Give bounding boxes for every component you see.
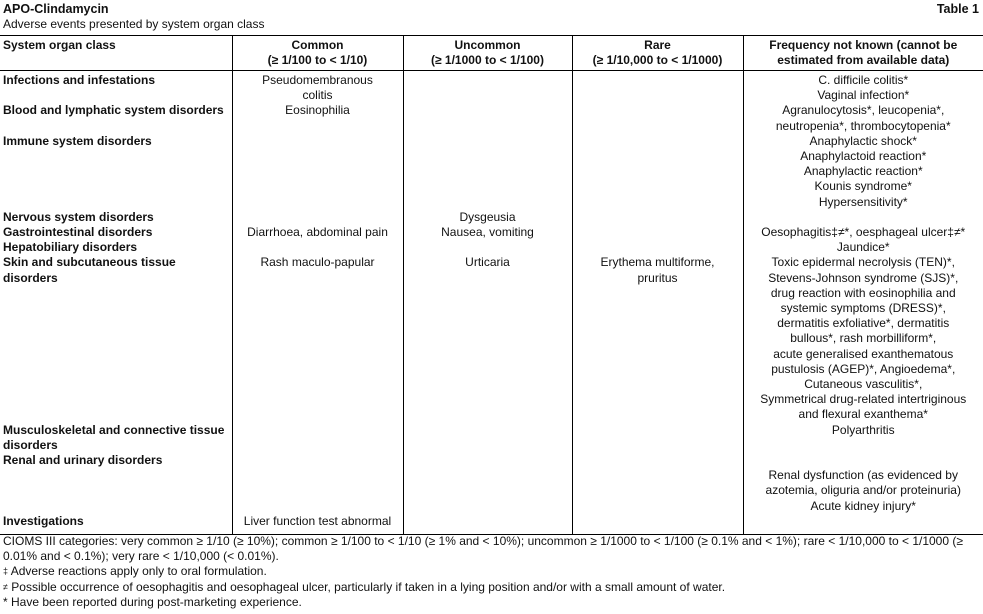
cell-line: Jaundice* — [836, 240, 890, 255]
table-row — [0, 134, 983, 210]
soc-cell — [0, 71, 232, 104]
uncommon-cell — [403, 514, 572, 535]
common-cell — [232, 423, 403, 453]
unknown-cell — [743, 514, 983, 535]
cell-line: Erythema multiforme, — [600, 255, 715, 270]
cell-line: drug reaction with eosinophilia and — [770, 285, 956, 300]
adverse-events-table — [0, 35, 983, 535]
cell-line: Stevens-Johnson syndrome (SJS)*, — [768, 270, 959, 285]
cell-line: Cutaneous vasculitis*, — [804, 377, 923, 392]
cell-line: Urticaria — [465, 255, 510, 270]
soc-cell — [0, 103, 232, 133]
cell-line: Hepatobiliary disorders — [3, 240, 138, 255]
cell-line: colitis — [302, 88, 333, 103]
soc-cell — [0, 453, 232, 514]
uncommon-cell — [403, 255, 572, 422]
cell-line: Nervous system disorders — [3, 209, 154, 224]
footnote-oesophagitis: ≠ Possible occurrence of oesophagitis and oesophageal ulcer, particularly if taken in a lying position and/or with a small amount of water. — [3, 579, 726, 594]
unknown-cell — [743, 103, 983, 133]
column-header-unknown: Frequency not known (cannot be estimated from available data) — [743, 36, 983, 71]
table-row — [0, 210, 983, 225]
soc-cell — [0, 240, 232, 255]
soc-cell — [0, 210, 232, 225]
cell-line: neutropenia*, thrombocytopenia* — [775, 118, 951, 133]
column-header-rare: Rare (≥ 1/10,000 to < 1/1000) — [572, 36, 743, 71]
cell-line: pustulosis (AGEP)*, Angioedema*, — [771, 361, 956, 376]
table-row — [0, 240, 983, 255]
cell-line: Renal dysfunction (as evidenced by — [768, 468, 958, 483]
footnotes — [3, 534, 978, 610]
not-equal-symbol: ≠ — [3, 581, 8, 592]
cell-line: Investigations — [3, 513, 84, 528]
common-cell — [232, 134, 403, 210]
cell-line: and flexural exanthema* — [798, 407, 928, 422]
soc-cell — [0, 423, 232, 453]
document-title: APO-Clindamycin — [3, 2, 109, 16]
uncommon-cell — [403, 225, 572, 240]
rare-cell — [572, 255, 743, 422]
cell-line: Gastrointestinal disorders — [3, 225, 153, 240]
cell-line: Eosinophilia — [285, 103, 350, 118]
uncommon-cell — [403, 423, 572, 453]
cell-line: dermatitis exfoliative*, dermatitis — [777, 316, 950, 331]
common-cell — [232, 255, 403, 422]
cell-line: Kounis syndrome* — [814, 179, 912, 194]
double-dagger-symbol: ‡ — [3, 566, 9, 577]
soc-cell — [0, 514, 232, 535]
unknown-cell — [743, 240, 983, 255]
soc-cell — [0, 134, 232, 210]
uncommon-cell — [403, 210, 572, 225]
rare-cell — [572, 240, 743, 255]
common-cell — [232, 514, 403, 535]
unknown-cell — [743, 255, 983, 422]
table-row — [0, 255, 983, 422]
title-row — [3, 2, 979, 18]
cell-line: pruritus — [637, 270, 678, 285]
cell-line: bullous*, rash morbilliform*, — [790, 331, 937, 346]
common-cell — [232, 71, 403, 104]
cell-line: C. difficile colitis* — [818, 73, 909, 87]
cell-line: Liver function test abnormal — [243, 513, 392, 528]
cell-line: Oesophagitis‡≠*, oesphageal ulcer‡≠* — [761, 225, 966, 240]
cell-line: disorders — [3, 270, 58, 285]
uncommon-cell — [403, 240, 572, 255]
cell-line: Blood and lymphatic system disorders — [3, 103, 224, 118]
common-cell — [232, 103, 403, 133]
cell-line: acute generalised exanthematous — [773, 346, 954, 361]
rare-cell — [572, 423, 743, 453]
table-header-row — [0, 36, 983, 71]
column-header-uncommon: Uncommon (≥ 1/1000 to < 1/100) — [403, 36, 572, 71]
common-cell — [232, 240, 403, 255]
cell-line: Symmetrical drug-related intertriginous — [760, 392, 967, 407]
cell-line: Nausea, vomiting — [441, 225, 534, 240]
asterisk-symbol: * — [3, 594, 8, 609]
cell-line: disorders — [3, 437, 58, 452]
unknown-cell — [743, 453, 983, 514]
cell-line: Infections and infestations — [3, 73, 156, 87]
common-cell — [232, 453, 403, 514]
table-row — [0, 225, 983, 240]
cell-line: Rash maculo-papular — [260, 255, 375, 270]
table-row — [0, 514, 983, 535]
cell-line: azotemia, oliguria and/or proteinuria) — [765, 483, 961, 498]
table-row — [0, 71, 983, 104]
uncommon-cell — [403, 71, 572, 104]
cell-line: Immune system disorders — [3, 133, 152, 148]
cell-line: Acute kidney injury* — [810, 498, 916, 513]
common-cell — [232, 210, 403, 225]
table-row — [0, 423, 983, 453]
rare-cell — [572, 134, 743, 210]
cell-line: Pseudomembranous — [262, 73, 373, 87]
table-subtitle: Adverse events presented by system organ class — [3, 17, 265, 31]
cell-line: Anaphylactic reaction* — [803, 164, 923, 179]
soc-cell — [0, 255, 232, 422]
unknown-cell — [743, 423, 983, 453]
rare-cell — [572, 71, 743, 104]
rare-cell — [572, 225, 743, 240]
cell-line: Dysgeusia — [459, 209, 516, 224]
cell-line: Renal and urinary disorders — [3, 453, 163, 468]
cell-line: Agranulocytosis*, leucopenia*, — [782, 103, 945, 118]
unknown-cell — [743, 210, 983, 225]
unknown-cell — [743, 134, 983, 210]
table-row — [0, 453, 983, 514]
table-body — [0, 71, 983, 535]
unknown-cell — [743, 225, 983, 240]
soc-cell — [0, 225, 232, 240]
footnote-post-marketing: * Have been reported during post-marketing experience. — [3, 594, 302, 609]
cell-line: Anaphylactic shock* — [809, 133, 917, 148]
cell-line: Polyarthritis — [831, 422, 895, 437]
cell-line: Vaginal infection* — [817, 88, 910, 103]
uncommon-cell — [403, 453, 572, 514]
cell-line: Diarrhoea, abdominal pain — [247, 225, 388, 240]
cell-line: Anaphylactoid reaction* — [800, 149, 927, 164]
rare-cell — [572, 103, 743, 133]
footnote-oral: ‡ Adverse reactions apply only to oral formulation. — [3, 564, 267, 579]
footnote-cioms: CIOMS III categories: very common ≥ 1/10 (≥ 10%); common ≥ 1/100 to < 1/10 (≥ 1% and < 10%); uncommon ≥ 1/1000 to < 1/100 (≥ 0.1% and < 1%); rare < 1/10,000 to < 1/1000 (≥ 0.01% and < 0.1%); very rare < 1/10,000 (< 0.01%). — [3, 534, 963, 564]
column-header-common: Common (≥ 1/100 to < 1/10) — [232, 36, 403, 71]
common-cell — [232, 225, 403, 240]
table-row — [0, 103, 983, 133]
table-label: Table 1 — [936, 2, 979, 16]
rare-cell — [572, 453, 743, 514]
cell-line: systemic symptoms (DRESS)*, — [780, 301, 946, 316]
uncommon-cell — [403, 103, 572, 133]
cell-line: Toxic epidermal necrolysis (TEN)*, — [771, 255, 955, 270]
cell-line: Musculoskeletal and connective tissue — [3, 422, 225, 437]
rare-cell — [572, 210, 743, 225]
rare-cell — [572, 514, 743, 535]
unknown-cell — [743, 71, 983, 104]
cell-line: Skin and subcutaneous tissue — [3, 255, 176, 270]
column-header-soc: System organ class — [0, 36, 232, 71]
cell-line: Hypersensitivity* — [818, 194, 908, 209]
uncommon-cell — [403, 134, 572, 210]
